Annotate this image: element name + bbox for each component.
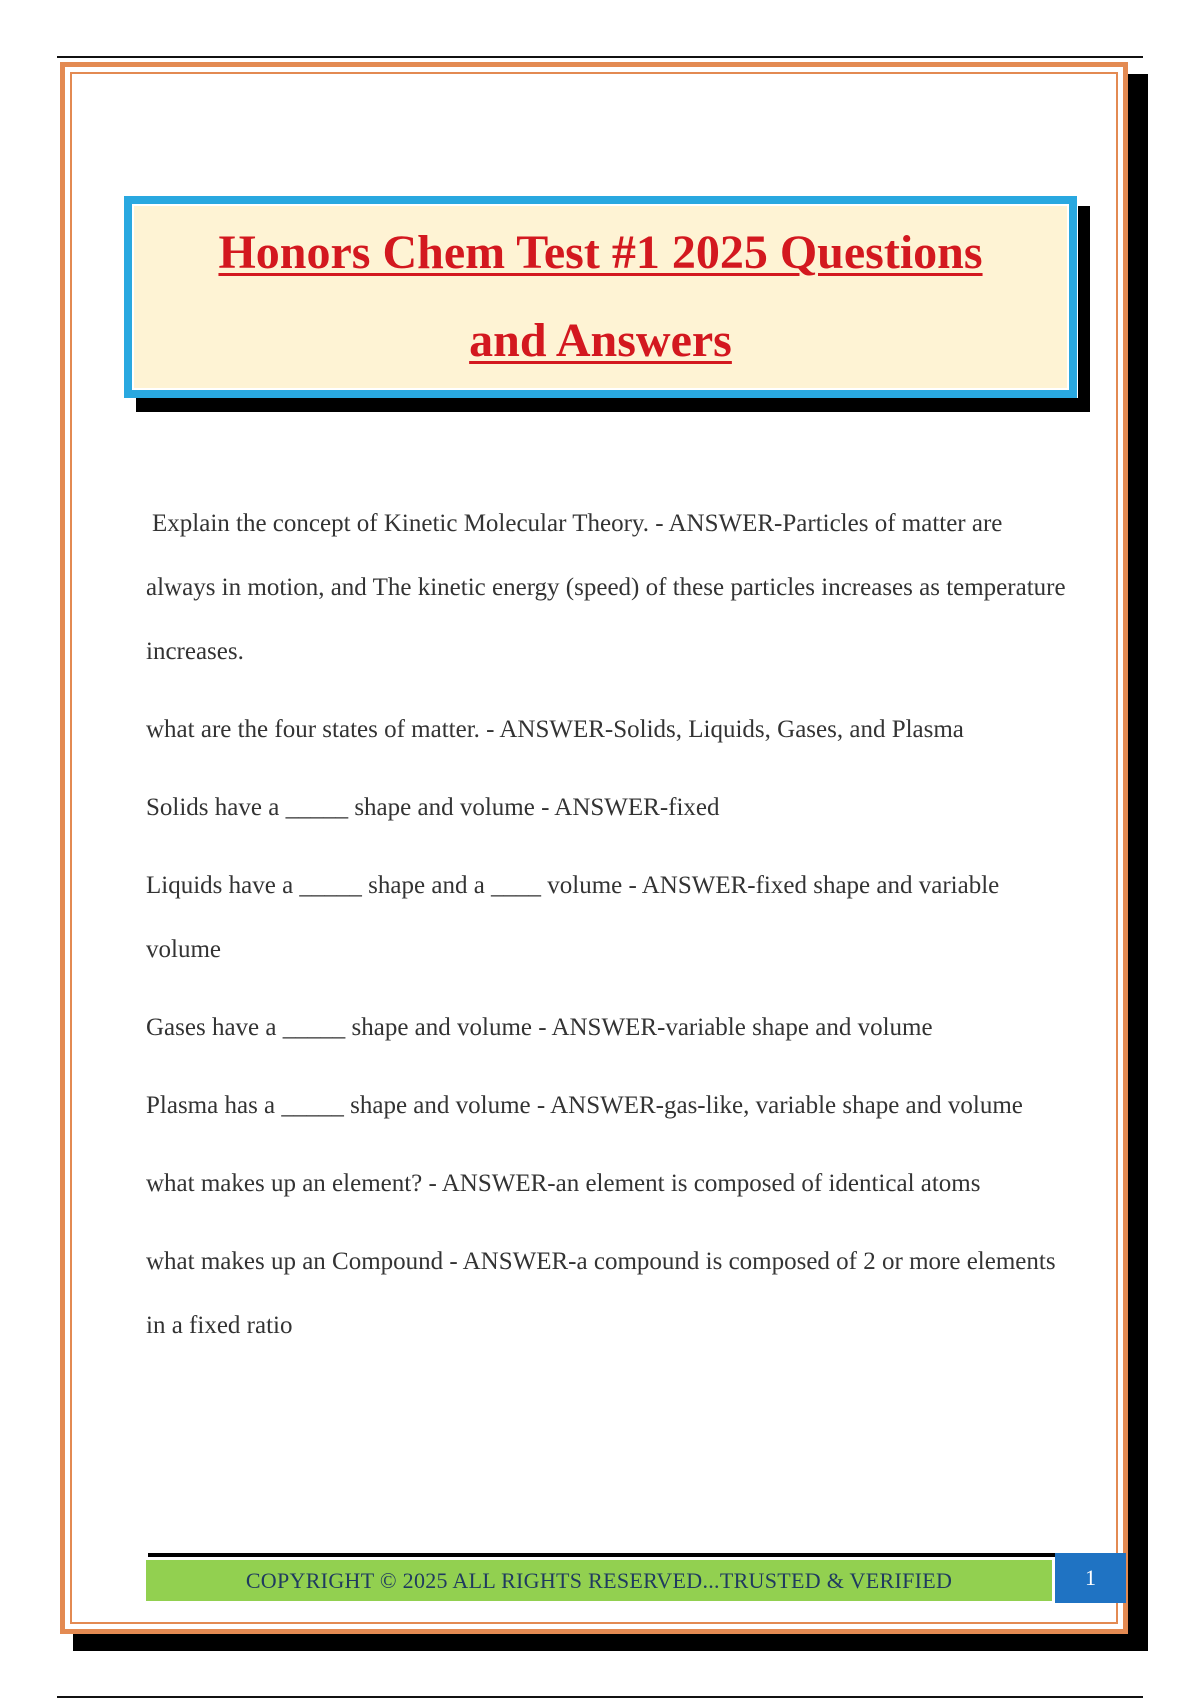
footer-bar [146, 1560, 1052, 1601]
qa-item: Liquids have a _____ shape and a ____ volume - ANSWER-fixed shape and variable volume [146, 872, 1000, 963]
bottom-rule [57, 1696, 1143, 1698]
qa-list [146, 492, 1066, 1372]
title-box [124, 196, 1077, 398]
qa-item: Gases have a _____ shape and volume - ANSWER-variable shape and volume [146, 1014, 933, 1041]
top-rule [57, 56, 1143, 58]
page-number: 1 [1085, 1565, 1096, 1590]
qa-item: what makes up an element? - ANSWER-an element is composed of identical atoms [146, 1170, 981, 1197]
footer-rule [148, 1553, 1056, 1557]
copyright-text: COPYRIGHT © 2025 ALL RIGHTS RESERVED...TRUSTED & VERIFIED [245, 1567, 953, 1593]
qa-item: Plasma has a _____ shape and volume - ANSWER-gas-like, variable shape and volume [146, 1092, 1023, 1119]
page-title-line-1: Honors Chem Test #1 2025 Questions [218, 226, 983, 279]
page-title-line-2: and Answers [469, 314, 732, 367]
qa-item: what are the four states of matter. - ANSWER-Solids, Liquids, Gases, and Plasma [146, 716, 964, 743]
page-number-badge [1055, 1553, 1126, 1603]
qa-item: what makes up an Compound - ANSWER-a compound is composed of 2 or more elements in a fixed ratio [146, 1248, 1056, 1339]
qa-item: Explain the concept of Kinetic Molecular Theory. - ANSWER-Particles of matter are always in motion, and The kinetic energy (speed) of these particles increases as temperature increases. [146, 510, 1066, 665]
qa-item: Solids have a _____ shape and volume - ANSWER-fixed [146, 794, 720, 821]
